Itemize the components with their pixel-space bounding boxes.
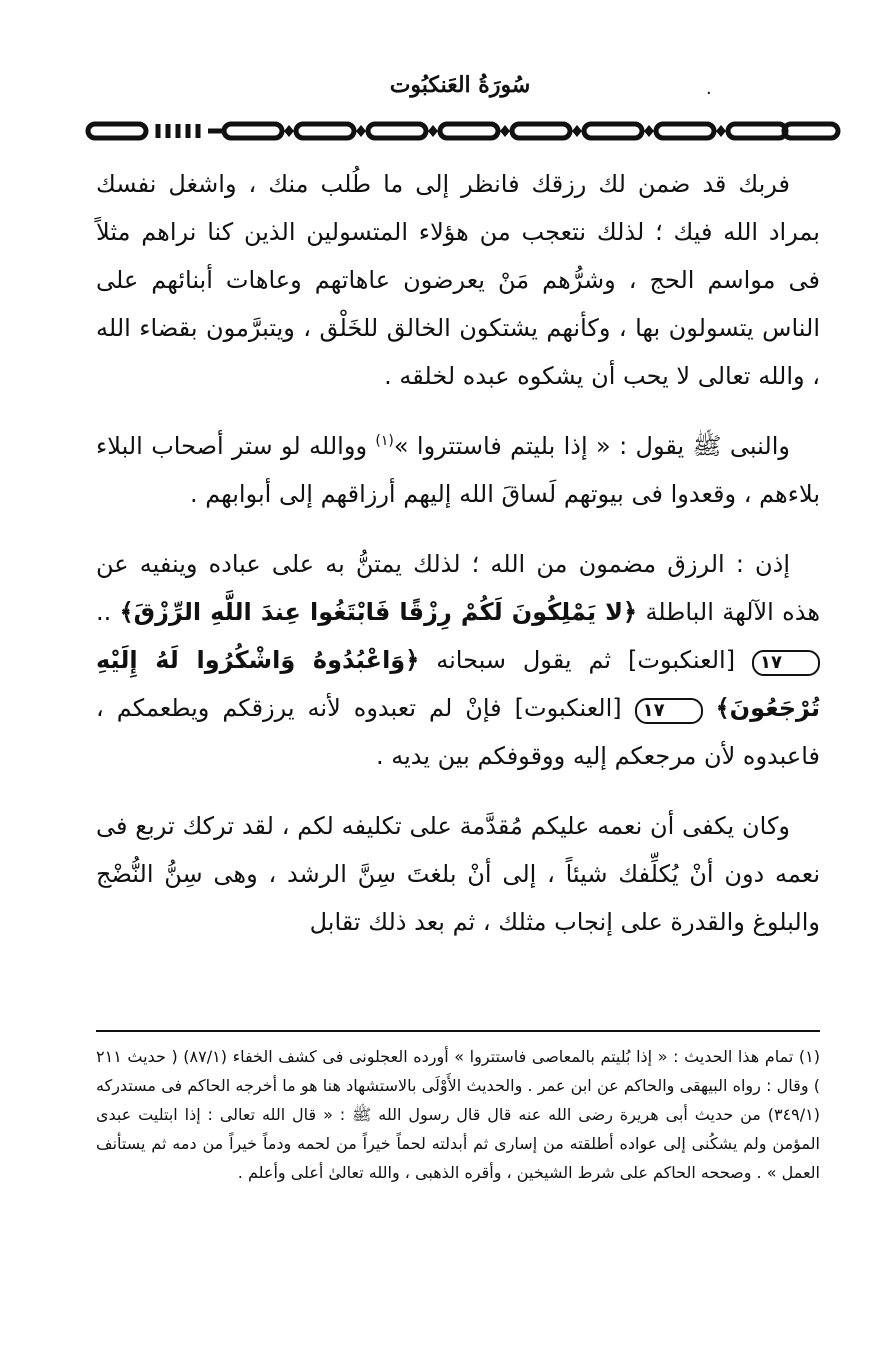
header-dot: .: [706, 78, 712, 99]
paragraph-4: وكان يكفى أن نعمه عليكم مُقدَّمة على تكليفه لكم ، لقد تركك تربع فى نعمه دون أنْ يُكلِّفك شيئاً ، إلى أنْ بلغتَ سِنَّ الرشد ، وهى سِنُّ النُّضْج والبلوغ والقدرة على إنجاب مثلك ، ثم بعد ذلك تقابل: [96, 812, 820, 936]
paragraph-3-part-b: ..: [96, 598, 120, 626]
ayah-number-1: ١٧: [752, 650, 820, 676]
paragraph-1: فربك قد ضمن لك رزقك فانظر إلى ما طُلب منك ، واشغل نفسك بمراد الله فيك ؛ لذلك نتعجب من هؤلاء المتسولين الذين كنا نراهم مثلاً فى مواسم الحج ، وشرُّهم مَنْ يعرضون عاهاتهم وعاهات أبنائهم على الناس يتسولون بها ، وكأنهم يشتكون الخالق للخَلْق ، ويتبرَّمون بقضاء الله ، والله تعالى لا يحب أن يشكوه عبده لخلقه .: [96, 170, 820, 390]
footnote-divider: [96, 1030, 820, 1032]
surah-title: سُورَةُ العَنكبُوت: [389, 72, 531, 98]
decorative-border-icon: [84, 116, 844, 146]
footnote-reference[interactable]: (١): [375, 433, 394, 449]
paragraph-2-end: ووالله لو ستر أصحاب البلاء بلاءهم ، وقعدوا فى بيوتهم لَساقَ الله إليهم أرزاقهم إلى أبوابهم .: [96, 432, 820, 508]
paragraph-3-part-a: إذن : الرزق مضمون من الله ؛ لذلك يمتنُّ به على عباده وينفيه عن هذه الآلهة الباطلة: [96, 550, 821, 626]
paragraph-2-start: والنبى ﷺ يقول : « إذا بليتم فاستتروا »: [393, 432, 790, 460]
ayah-number-2: ١٧: [635, 698, 703, 724]
paragraph-3-part-c: [العنكبوت] ثم يقول سبحانه: [419, 646, 753, 674]
main-text: [96, 160, 820, 968]
footnote-text: (١) تمام هذا الحديث : « إذا بُليتم بالمعاصى فاستتروا » أورده العجلونى فى كشف الخفاء (٨٧/١) ( حديث ٢١١ ) وقال : رواه البيهقى والحاكم عن ابن عمر . والحديث الأَوْلَى بالاستشهاد هنا هو ما أخرجه الحاكم فى مستدركه (٣٤٩/١) من حديث أبى هريرة رضى الله عنه قال قال رسول الله ﷺ : « قال الله تعالى : إذا ابتليت عبدى المؤمن ولم يشكُنى إلى عواده أطلقته من إسارى ثم أبدلته لحماً خيراً من لحمه ودماً خيراً من دمه ثم يستأنف العمل » . وصححه الحاكم على شرط الشيخين ، وأقره الذهبى ، والله تعالىٰ أعلى وأعلم .: [96, 1047, 820, 1182]
footnote: [96, 1042, 820, 1187]
quran-verse-2: ﴿وَاعْبُدُوهُ وَاشْكُرُوا لَهُ إِلَيْهِ تُرْجَعُونَ﴾: [96, 646, 820, 722]
paragraph-2: [96, 422, 820, 518]
quran-verse-1: ﴿لا يَمْلِكُونَ لَكُمْ رِزْقًا فَابْتَغُوا عِندَ اللَّهِ الرِّزْقَ﴾: [119, 598, 638, 626]
paragraph-3-part-d: [العنكبوت] فإنْ لم تعبدوه لأنه يرزقكم ويطعمكم ، فاعبدوه لأن مرجعكم إليه ووقوفكم بين يديه .: [96, 694, 820, 770]
paragraph-3: [96, 540, 820, 780]
